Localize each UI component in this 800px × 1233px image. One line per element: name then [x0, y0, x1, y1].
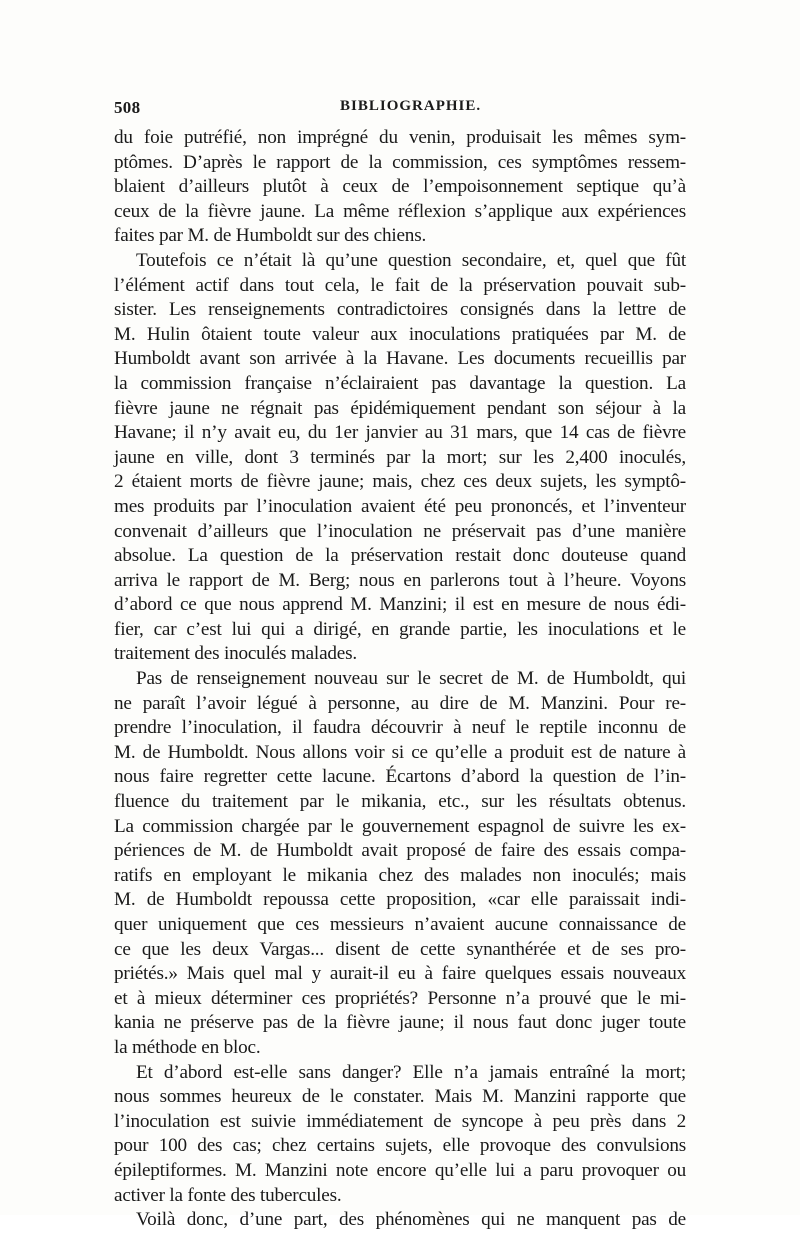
body-text — [114, 126, 686, 1233]
text-line: d’abord ce que nous apprend M. Manzini; il est en mesure de nous édi- — [114, 594, 686, 616]
text-line: mes produits par l’inoculation avaient été peu prononcés, et l’inventeur — [114, 495, 686, 517]
text-line: ptômes. D’après le rapport de la commission, ces symptômes ressem- — [114, 151, 686, 173]
page-number: 508 — [114, 98, 141, 117]
text-line: l’inoculation est suivie immédiatement de syncope à peu près dans 2 — [114, 1110, 686, 1132]
text-line: fluence du traitement par le mikania, etc., sur les résultats obtenus. — [114, 791, 686, 813]
text-line: M. de Humboldt. Nous allons voir si ce qu’elle a produit est de nature à — [114, 741, 686, 763]
text-line: la commission française n’éclairaient pas davantage la question. La — [114, 372, 686, 394]
text-line: jaune en ville, dont 3 terminés par la mort; sur les 2,400 inoculés, — [114, 446, 686, 468]
text-line: Et d’abord est-elle sans danger? Elle n’a jamais entraîné la mort; — [136, 1061, 686, 1083]
text-line: absolue. La question de la préservation restait donc douteuse quand — [114, 545, 686, 567]
text-line: Pas de renseignement nouveau sur le secret de M. de Humboldt, qui — [136, 668, 686, 690]
section-title: BIBLIOGRAPHIE. — [340, 98, 482, 114]
text-line: ratifs en employant le mikania chez des malades non inoculés; mais — [114, 864, 686, 886]
text-line: périences de M. de Humboldt avait proposé de faire des essais compa- — [114, 840, 686, 862]
text-line: prendre l’inoculation, il faudra découvrir à neuf le reptile inconnu de — [114, 717, 686, 739]
text-line: sister. Les renseignements contradictoires consignés dans la lettre de — [114, 299, 686, 321]
text-line: l’élément actif dans tout cela, le fait de la préservation pouvait sub- — [114, 274, 686, 296]
text-line: Havane; il n’y avait eu, du 1er janvier au 31 mars, que 14 cas de fièvre — [114, 422, 686, 444]
text-line: blaient d’ailleurs plutôt à ceux de l’empoisonnement septique qu’à — [114, 176, 686, 198]
text-line: fier, car c’est lui qui a dirigé, en grande partie, les inoculations et le — [114, 618, 686, 640]
text-line: M. Hulin ôtaient toute valeur aux inoculations pratiquées par M. de — [114, 323, 686, 345]
text-line: ne paraît l’avoir légué à personne, au dire de M. Manzini. Pour re- — [114, 692, 686, 714]
text-line: fièvre jaune ne régnait pas épidémiquement pendant son séjour à la — [114, 397, 686, 419]
text-line: priétés.» Mais quel mal y aurait-il eu à faire quelques essais nouveaux — [114, 963, 686, 985]
text-line: la méthode en bloc. — [114, 1036, 261, 1058]
text-line: activer la fonte des tubercules. — [114, 1184, 342, 1206]
text-line: du foie putréfié, non imprégné du venin, produisait les mêmes sym- — [114, 127, 686, 148]
text-line: et à mieux déterminer ces propriétés? Personne n’a prouvé que le mi- — [114, 987, 686, 1009]
text-line: ceux de la fièvre jaune. La même réflexion s’applique aux expériences — [114, 200, 686, 222]
text-line: M. de Humboldt repoussa cette proposition, «car elle paraissait indi- — [114, 889, 686, 911]
text-line: Humboldt avant son arrivée à la Havane. Les documents recueillis par — [114, 348, 686, 370]
text-line: kania ne préserve pas de la fièvre jaune; il nous faut donc juger toute — [114, 1012, 686, 1034]
text-line: arriva le rapport de M. Berg; nous en parlerons tout à l’heure. Voyons — [114, 569, 686, 591]
text-line: nous faire regretter cette lacune. Écartons d’abord la question de l’in- — [114, 766, 686, 788]
text-line: épileptiformes. M. Manzini note encore qu’elle lui a paru provoquer ou — [114, 1159, 686, 1181]
text-line: pour 100 des cas; chez certains sujets, elle provoque des convulsions — [114, 1135, 686, 1157]
text-line: 2 étaient morts de fièvre jaune; mais, chez ces deux sujets, les symptô- — [114, 471, 686, 493]
text-line: Voilà donc, d’une part, des phénomènes qui ne manquent pas de — [136, 1209, 686, 1231]
text-line: faites par M. de Humboldt sur des chiens. — [114, 225, 427, 247]
text-line: quer uniquement que ces messieurs n’avaient aucune connaissance de — [114, 914, 686, 935]
text-line: ce que les deux Vargas... disent de cette synanthérée et de ses pro- — [114, 938, 686, 960]
text-line: traitement des inoculés malades. — [114, 643, 357, 665]
text-line: convenait d’ailleurs que l’inoculation ne préservait pas d’une manière — [114, 520, 686, 542]
text-line: La commission chargée par le gouvernement espagnol de suivre les ex- — [114, 815, 686, 837]
running-head — [114, 98, 686, 120]
text-line: Toutefois ce n’était là qu’une question secondaire, et, quel que fût — [136, 249, 686, 271]
text-line: nous sommes heureux de le constater. Mais M. Manzini rapporte que — [114, 1086, 686, 1108]
